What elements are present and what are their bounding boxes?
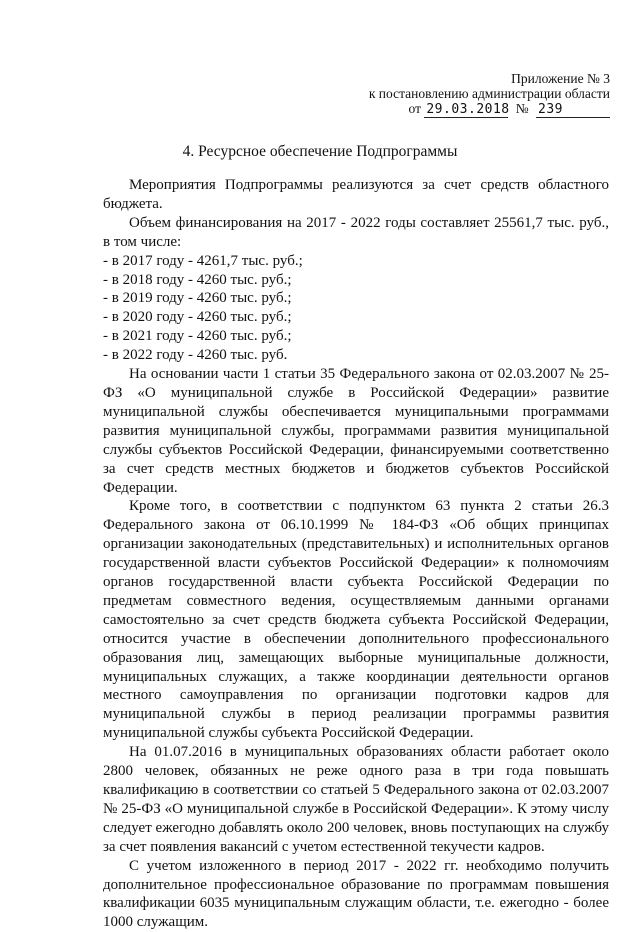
paragraph-funding-source: Мероприятия Подпрограммы реализуются за счет средств областного бюджета.	[103, 177, 609, 212]
appendix-resolution-ref: к постановлению администрации области	[368, 86, 610, 101]
document-body	[103, 176, 609, 932]
paragraph-conclusion: С учетом изложенного в период 2017 - 2022 гг. необходимо получить дополнительное профессиональное образование по программам повышения квалификации 6035 муниципальным служащим области, т.е. ежегодно - более 1000 служащим.	[103, 857, 609, 931]
list-item: - в 2021 году - 4260 тыс. руб.;	[103, 328, 292, 345]
number-sign: №	[515, 101, 529, 116]
paragraph-funding-total: Объем финансирования на 2017 - 2022 годы составляет 25561,7 тыс. руб., в том числе:	[103, 214, 609, 250]
list-item: - в 2018 году - 4260 тыс. руб.;	[103, 271, 292, 288]
handwritten-number: 239	[536, 103, 610, 118]
list-item: - в 2017 году - 4261,7 тыс. руб.;	[103, 252, 303, 269]
list-item: - в 2022 году - 4260 тыс. руб.	[103, 347, 288, 364]
paragraph-legal-basis: На основании части 1 статьи 35 Федерального закона от 02.03.2007 № 25-ФЗ «О муниципальной службе в Российской Федерации» развитие муниципальной службы обеспечивается муниципальными программами развития муниципальной службы, программами развития муниципальной службы субъектов Российской Федерации, финансируемыми соответственно за счет средств местных бюджетов и бюджетов субъектов Российской Федерации.	[103, 366, 609, 496]
section-title: 4. Ресурсное обеспечение Подпрограммы	[182, 143, 458, 160]
paragraph-staff-count: На 01.07.2016 в муниципальных образованиях области работает около 2800 человек, обязанных не реже одного раза в три года повышать квалификацию в соответствии со статьей 5 Федерального закона от 02.03.2007 № 25-ФЗ «О муниципальной службе в Российской Федерации». К этому числу следует ежегодно добавлять около 200 человек, вновь поступающих на службу за счет появления вакансий с учетом естественной текучести кадров.	[103, 744, 609, 855]
list-item: - в 2020 году - 4260 тыс. руб.;	[103, 309, 292, 326]
appendix-header	[290, 71, 610, 118]
paragraph-federal-law: Кроме того, в соответствии с подпунктом 63 пункта 2 статьи 26.3 Федерального закона от 06.10.1999 № 184-ФЗ «Об общих принципах организации законодательных (представительных) и исполнительных органов государственной власти субъектов Российской Федерации» к полномочиям органов государственной власти субъекта Российской Федерации по предметам совместного ведения, осуществляемым данными органами самостоятельно за счет средств бюджета субъекта Российской Федерации, относится участие в обеспечении дополнительного профессионального образования лиц, замещающих выборные муниципальные должности, муниципальных служащих, а также координации деятельности органов местного самоуправления по организации подготовки кадров для муниципальной службы в период реализации программы развития муниципальной службы субъекта Российской Федерации.	[103, 498, 609, 742]
appendix-number: Приложение № 3	[511, 71, 610, 86]
appendix-date-line	[290, 101, 610, 118]
handwritten-date: 29.03.2018	[426, 102, 510, 117]
list-item: - в 2019 году - 4260 тыс. руб.;	[103, 290, 292, 307]
date-prefix: от	[408, 101, 421, 116]
